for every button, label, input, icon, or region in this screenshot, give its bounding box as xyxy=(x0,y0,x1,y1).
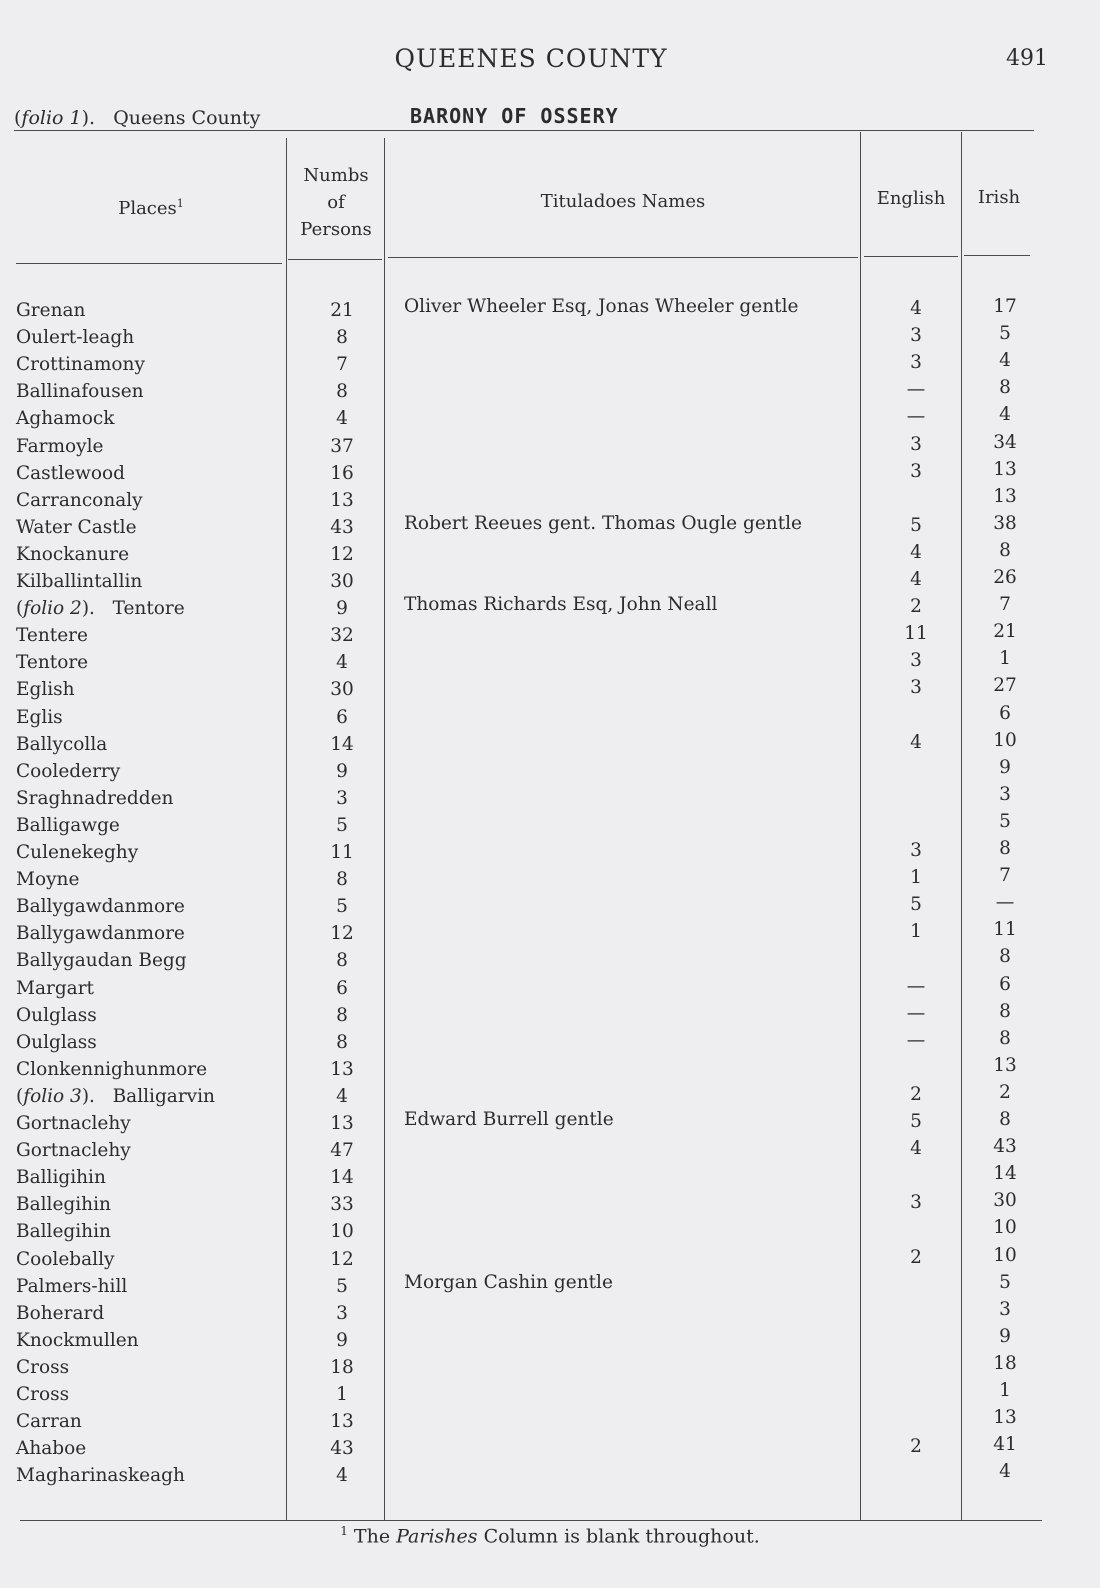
persons-cell: 13 xyxy=(330,1058,354,1080)
county-label: Queens County xyxy=(113,107,261,129)
english-cell: — xyxy=(906,379,926,401)
persons-cell: 4 xyxy=(336,1465,348,1487)
table-row xyxy=(0,865,1100,896)
english-cell: 3 xyxy=(910,433,922,455)
table-row xyxy=(0,296,1100,327)
place-cell xyxy=(16,1303,104,1324)
place-name: Tentore xyxy=(112,598,185,620)
irish-cell: 6 xyxy=(999,973,1011,995)
place-name: Ballygawdanmore xyxy=(16,923,185,945)
irish-cell: 6 xyxy=(999,702,1011,724)
table-row xyxy=(0,783,1100,815)
place-name: Tentere xyxy=(16,625,88,647)
persons-cell: 43 xyxy=(330,516,354,538)
table-row xyxy=(0,1434,1100,1465)
english-cell: 2 xyxy=(910,1246,922,1268)
irish-cell: 8 xyxy=(999,946,1011,968)
persons-cell: 13 xyxy=(330,489,354,511)
table-row xyxy=(0,946,1100,977)
persons-cell: 4 xyxy=(336,408,348,430)
table-row xyxy=(0,431,1100,463)
irish-cell: 34 xyxy=(993,431,1017,453)
persons-cell: 3 xyxy=(336,787,348,809)
persons-cell: 18 xyxy=(330,1356,354,1378)
irish-cell: 13 xyxy=(993,1054,1017,1076)
place-cell xyxy=(16,950,187,971)
place-name: Aghamock xyxy=(16,408,115,430)
english-cell: 4 xyxy=(910,298,922,319)
irish-cell: 3 xyxy=(999,783,1011,805)
irish-cell: 3 xyxy=(999,1298,1011,1320)
place-cell xyxy=(16,1411,82,1432)
barony-title: BARONY OF OSSERY xyxy=(410,104,619,128)
irish-cell: 13 xyxy=(993,1407,1017,1429)
place-name: Balligawge xyxy=(16,814,120,836)
place-cell xyxy=(16,1384,69,1405)
places-footnote-mark: 1 xyxy=(176,197,184,210)
place-name: Culenekeghy xyxy=(16,842,139,863)
english-cell: 4 xyxy=(910,1138,922,1160)
header-rule-english xyxy=(864,256,958,257)
irish-cell: 21 xyxy=(993,621,1017,643)
tituladoes-cell: Oliver Wheeler Esq, Jonas Wheeler gentle xyxy=(404,296,799,317)
irish-cell: 27 xyxy=(993,675,1017,697)
persons-cell: 8 xyxy=(336,1004,348,1026)
english-cell: 2 xyxy=(910,1083,922,1105)
page-title: QUEENES COUNTY xyxy=(394,44,668,73)
irish-cell: 18 xyxy=(993,1352,1017,1374)
place-cell xyxy=(16,707,63,728)
place-name: Palmers-hill xyxy=(16,1275,128,1297)
persons-cell: 6 xyxy=(336,706,348,728)
folio-marker: folio 2 xyxy=(23,598,82,620)
place-name: Water Castle xyxy=(16,516,137,538)
table-row xyxy=(0,648,1100,679)
english-cell: 3 xyxy=(910,325,922,347)
persons-cell: 9 xyxy=(336,760,348,782)
persons-cell: 32 xyxy=(330,625,354,647)
column-header-names: Tituladoes Names xyxy=(540,191,706,212)
persons-cell: 12 xyxy=(330,543,354,565)
place-cell xyxy=(16,1221,111,1242)
persons-cell: 5 xyxy=(336,1275,348,1297)
place-name: Magharinaskeagh xyxy=(16,1465,185,1487)
english-cell: — xyxy=(906,1002,926,1024)
english-cell: — xyxy=(906,975,926,997)
persons-cell: 16 xyxy=(330,462,354,484)
irish-cell: 4 xyxy=(999,350,1011,372)
english-cell: 5 xyxy=(910,1111,922,1132)
place-cell xyxy=(16,436,103,457)
persons-cell: 4 xyxy=(336,1085,348,1107)
persons-cell: 8 xyxy=(336,327,348,349)
place-name: Ballegihin xyxy=(16,1194,111,1216)
persons-cell: 1 xyxy=(336,1384,348,1405)
bottom-rule xyxy=(20,1520,1042,1521)
persons-cell: 3 xyxy=(336,1302,348,1324)
persons-cell: 12 xyxy=(330,1248,354,1270)
irish-cell: 5 xyxy=(999,1271,1011,1293)
place-name: Gortnaclehy xyxy=(16,1113,131,1134)
english-cell: 5 xyxy=(910,514,922,536)
place-name: Eglish xyxy=(16,679,75,701)
table-row xyxy=(0,323,1100,354)
irish-cell: 4 xyxy=(999,404,1011,426)
place-cell xyxy=(16,761,120,782)
place-name: Oulert-leagh xyxy=(16,327,135,349)
persons-cell: 21 xyxy=(330,300,354,321)
persons-cell: 8 xyxy=(336,1031,348,1053)
english-cell: 1 xyxy=(910,921,922,943)
place-name: Sraghnadredden xyxy=(16,787,174,809)
irish-cell: 2 xyxy=(999,1081,1011,1103)
irish-cell: — xyxy=(995,892,1015,914)
persons-cell: 9 xyxy=(336,1329,348,1351)
footnote-text-after: Column is blank throughout. xyxy=(483,1525,760,1548)
place-cell xyxy=(16,1194,111,1215)
place-cell xyxy=(16,1357,69,1378)
english-cell: 3 xyxy=(910,650,922,672)
english-cell: 3 xyxy=(910,1192,922,1214)
table-row xyxy=(0,1109,1100,1140)
place-name: Kilballintallin xyxy=(16,571,143,592)
folio-marker: folio 3 xyxy=(23,1085,82,1107)
irish-cell: 13 xyxy=(993,485,1017,507)
place-cell xyxy=(16,978,94,999)
top-rule xyxy=(14,130,1034,131)
place-cell xyxy=(16,300,85,321)
place-cell xyxy=(16,869,79,890)
place-name: Ballygaudan Begg xyxy=(16,950,187,972)
table-row xyxy=(0,539,1100,571)
irish-cell: 5 xyxy=(999,810,1011,832)
place-name: Knockmullen xyxy=(16,1329,139,1351)
place-name: Ballygawdanmore xyxy=(16,896,185,918)
persons-cell: 11 xyxy=(330,842,354,863)
table-row xyxy=(0,1271,1100,1303)
place-cell xyxy=(16,652,88,673)
irish-cell: 1 xyxy=(999,1380,1011,1401)
persons-cell: 13 xyxy=(330,1113,354,1134)
persons-cell: 30 xyxy=(330,679,354,701)
place-cell xyxy=(16,1465,185,1486)
persons-cell: 30 xyxy=(330,571,354,592)
place-name: Ballinafousen xyxy=(16,381,144,403)
tituladoes-cell: Edward Burrell gentle xyxy=(404,1109,614,1130)
persons-cell: 10 xyxy=(330,1221,354,1243)
place-name: Coolederry xyxy=(16,760,121,782)
english-cell: 3 xyxy=(910,677,922,699)
english-cell: 3 xyxy=(910,840,922,861)
irish-cell: 8 xyxy=(999,1000,1011,1022)
place-cell xyxy=(16,923,185,944)
place-cell xyxy=(16,1140,131,1161)
tituladoes-cell: Thomas Richards Esq, John Neall xyxy=(404,594,718,616)
footnote-text-italic: Parishes xyxy=(396,1525,478,1548)
places-header-text: Places xyxy=(118,198,177,219)
persons-cell: 4 xyxy=(336,652,348,674)
irish-cell: 14 xyxy=(993,1163,1017,1185)
place-cell xyxy=(16,679,75,700)
place-name: Ahaboe xyxy=(16,1438,87,1460)
english-cell: 4 xyxy=(910,541,922,563)
english-cell: 4 xyxy=(910,569,922,590)
place-name: Boherard xyxy=(16,1302,105,1324)
table-row xyxy=(0,512,1100,544)
folio-reference: (folio 1). Queens County xyxy=(14,107,261,129)
place-cell xyxy=(16,463,125,484)
persons-cell: 5 xyxy=(336,896,348,918)
table-row xyxy=(0,1352,1100,1384)
place-name: Gortnaclehy xyxy=(16,1140,131,1162)
persons-cell: 14 xyxy=(330,733,354,755)
english-cell: — xyxy=(906,1029,926,1051)
table-row xyxy=(0,838,1100,869)
place-cell xyxy=(16,408,114,429)
persons-cell: 47 xyxy=(330,1140,354,1162)
english-cell: — xyxy=(906,406,926,428)
footnote-mark: 1 xyxy=(340,1524,348,1538)
column-header-persons xyxy=(288,162,384,243)
english-cell: 2 xyxy=(910,596,922,618)
place-name: Margart xyxy=(16,977,94,999)
place-cell xyxy=(16,1032,97,1053)
irish-cell: 9 xyxy=(999,756,1011,778)
table-row xyxy=(0,675,1100,706)
place-cell xyxy=(16,571,142,592)
persons-cell: 6 xyxy=(336,977,348,999)
place-cell xyxy=(16,517,137,538)
table-row xyxy=(0,1190,1100,1221)
place-name: Clonkennighunmore xyxy=(16,1058,208,1080)
table-row xyxy=(0,1217,1100,1248)
place-name: Balligihin xyxy=(16,1167,106,1189)
header-rule-persons xyxy=(288,259,382,260)
table-row xyxy=(0,756,1100,788)
folio-label: folio 1 xyxy=(21,107,82,129)
place-name: Carran xyxy=(16,1411,82,1433)
table-row xyxy=(0,1027,1100,1059)
irish-cell: 4 xyxy=(999,1461,1011,1483)
place-name: Eglis xyxy=(16,706,63,728)
table-row xyxy=(0,1136,1100,1167)
column-header-irish: Irish xyxy=(977,187,1021,208)
place-name: Cross xyxy=(16,1356,70,1378)
english-cell: 5 xyxy=(910,894,922,916)
persons-cell: 7 xyxy=(336,354,348,376)
place-name: Carranconaly xyxy=(16,489,143,511)
irish-cell: 7 xyxy=(999,594,1011,616)
place-name: Farmoyle xyxy=(16,435,104,457)
place-name: Crottinamony xyxy=(16,354,145,376)
persons-cell: 8 xyxy=(336,381,348,403)
irish-cell: 13 xyxy=(993,458,1017,480)
irish-cell: 30 xyxy=(993,1190,1017,1212)
table-row xyxy=(0,729,1100,761)
place-cell xyxy=(16,544,129,565)
english-cell: 2 xyxy=(910,1436,922,1458)
persons-cell: 9 xyxy=(336,598,348,620)
place-cell xyxy=(16,1059,207,1080)
persons-cell: 43 xyxy=(330,1438,354,1460)
place-cell xyxy=(16,1113,131,1134)
persons-header-line-2: of xyxy=(327,192,345,213)
persons-cell: 8 xyxy=(336,950,348,972)
place-cell: (folio 2). Tentore xyxy=(16,598,185,620)
place-cell xyxy=(16,1005,97,1026)
irish-cell: 1 xyxy=(999,648,1011,670)
irish-cell: 8 xyxy=(999,838,1011,859)
irish-cell: 11 xyxy=(993,919,1017,941)
table-row xyxy=(0,1054,1100,1086)
table-row xyxy=(0,458,1100,490)
place-name: Grenan xyxy=(16,300,86,321)
page-header xyxy=(0,44,1100,84)
column-header-english: English xyxy=(876,188,946,209)
english-cell: 3 xyxy=(910,352,922,374)
tituladoes-cell: Morgan Cashin gentle xyxy=(404,1271,613,1293)
table-row xyxy=(0,621,1100,652)
english-cell: 11 xyxy=(904,623,928,645)
table-row xyxy=(0,377,1100,408)
table-row xyxy=(0,350,1100,381)
irish-cell: 9 xyxy=(999,1325,1011,1347)
place-name: Coolebally xyxy=(16,1248,115,1270)
persons-cell: 37 xyxy=(330,435,354,457)
footnote xyxy=(0,1524,1100,1547)
place-name: Ballegihin xyxy=(16,1221,111,1243)
place-name: Oulglass xyxy=(16,1004,97,1026)
irish-cell: 8 xyxy=(999,377,1011,399)
english-cell: 1 xyxy=(910,867,922,889)
place-cell xyxy=(16,490,143,511)
irish-cell: 5 xyxy=(999,323,1011,345)
column-header-places xyxy=(16,190,286,222)
table-row xyxy=(0,973,1100,1005)
english-cell: 3 xyxy=(910,460,922,482)
place-name: Castlewood xyxy=(16,462,125,484)
irish-cell: 38 xyxy=(993,512,1017,534)
place-name: Cross xyxy=(16,1384,70,1405)
persons-cell: 12 xyxy=(330,923,354,945)
table-row xyxy=(0,1000,1100,1032)
place-name: Knockanure xyxy=(16,543,130,565)
place-cell xyxy=(16,788,173,809)
place-cell xyxy=(16,381,144,402)
place-cell xyxy=(16,327,134,348)
place-cell: (folio 3). Balligarvin xyxy=(16,1085,215,1107)
table-row xyxy=(0,1298,1100,1330)
place-cell xyxy=(16,1276,127,1297)
tituladoes-cell: Robert Reeues gent. Thomas Ougle gentle xyxy=(404,512,802,534)
place-cell xyxy=(16,1249,114,1270)
persons-cell: 8 xyxy=(336,869,348,891)
place-cell xyxy=(16,896,185,917)
table-row xyxy=(0,404,1100,435)
place-cell xyxy=(16,625,88,646)
table-row xyxy=(0,1163,1100,1194)
irish-cell: 10 xyxy=(993,1244,1017,1266)
persons-header-line-1: Numbs xyxy=(303,165,369,186)
persons-cell: 5 xyxy=(336,814,348,836)
place-cell xyxy=(16,1330,139,1351)
persons-cell: 14 xyxy=(330,1167,354,1189)
place-name: Ballycolla xyxy=(16,733,108,755)
place-cell xyxy=(16,354,145,375)
irish-cell: 8 xyxy=(999,1109,1011,1130)
irish-cell: 7 xyxy=(999,865,1011,887)
persons-cell: 33 xyxy=(330,1194,354,1216)
place-cell xyxy=(16,734,107,755)
place-name: Tentore xyxy=(16,652,89,674)
table-row xyxy=(0,892,1100,923)
table-row xyxy=(0,702,1100,734)
place-cell xyxy=(16,842,138,863)
irish-cell: 10 xyxy=(993,1217,1017,1239)
irish-cell: 41 xyxy=(993,1434,1017,1456)
table-row xyxy=(0,919,1100,950)
header-rule-places xyxy=(16,263,282,264)
table-row xyxy=(0,810,1100,842)
table-body xyxy=(0,296,1100,1510)
irish-cell: 10 xyxy=(993,729,1017,751)
persons-cell: 13 xyxy=(330,1411,354,1433)
header-rule-irish xyxy=(964,255,1030,256)
place-cell xyxy=(16,1438,86,1459)
place-name: Oulglass xyxy=(16,1031,97,1053)
place-name: Moyne xyxy=(16,869,80,891)
irish-cell: 8 xyxy=(999,539,1011,561)
place-cell xyxy=(16,1167,106,1188)
footnote-text-before: The xyxy=(353,1525,391,1548)
table-row xyxy=(0,594,1100,625)
table-row xyxy=(0,1461,1100,1492)
place-cell xyxy=(16,815,120,836)
irish-cell: 17 xyxy=(993,296,1017,317)
irish-cell: 8 xyxy=(999,1027,1011,1049)
place-name: Balligarvin xyxy=(112,1085,215,1107)
irish-cell: 43 xyxy=(993,1136,1017,1158)
page-number: 491 xyxy=(1006,46,1048,71)
header-rule-names xyxy=(388,257,858,258)
persons-header-line-3: Persons xyxy=(300,219,372,240)
english-cell: 4 xyxy=(910,731,922,753)
table-row xyxy=(0,1325,1100,1357)
irish-cell: 26 xyxy=(993,567,1017,588)
table-row xyxy=(0,1380,1100,1411)
table-row xyxy=(0,1407,1100,1438)
